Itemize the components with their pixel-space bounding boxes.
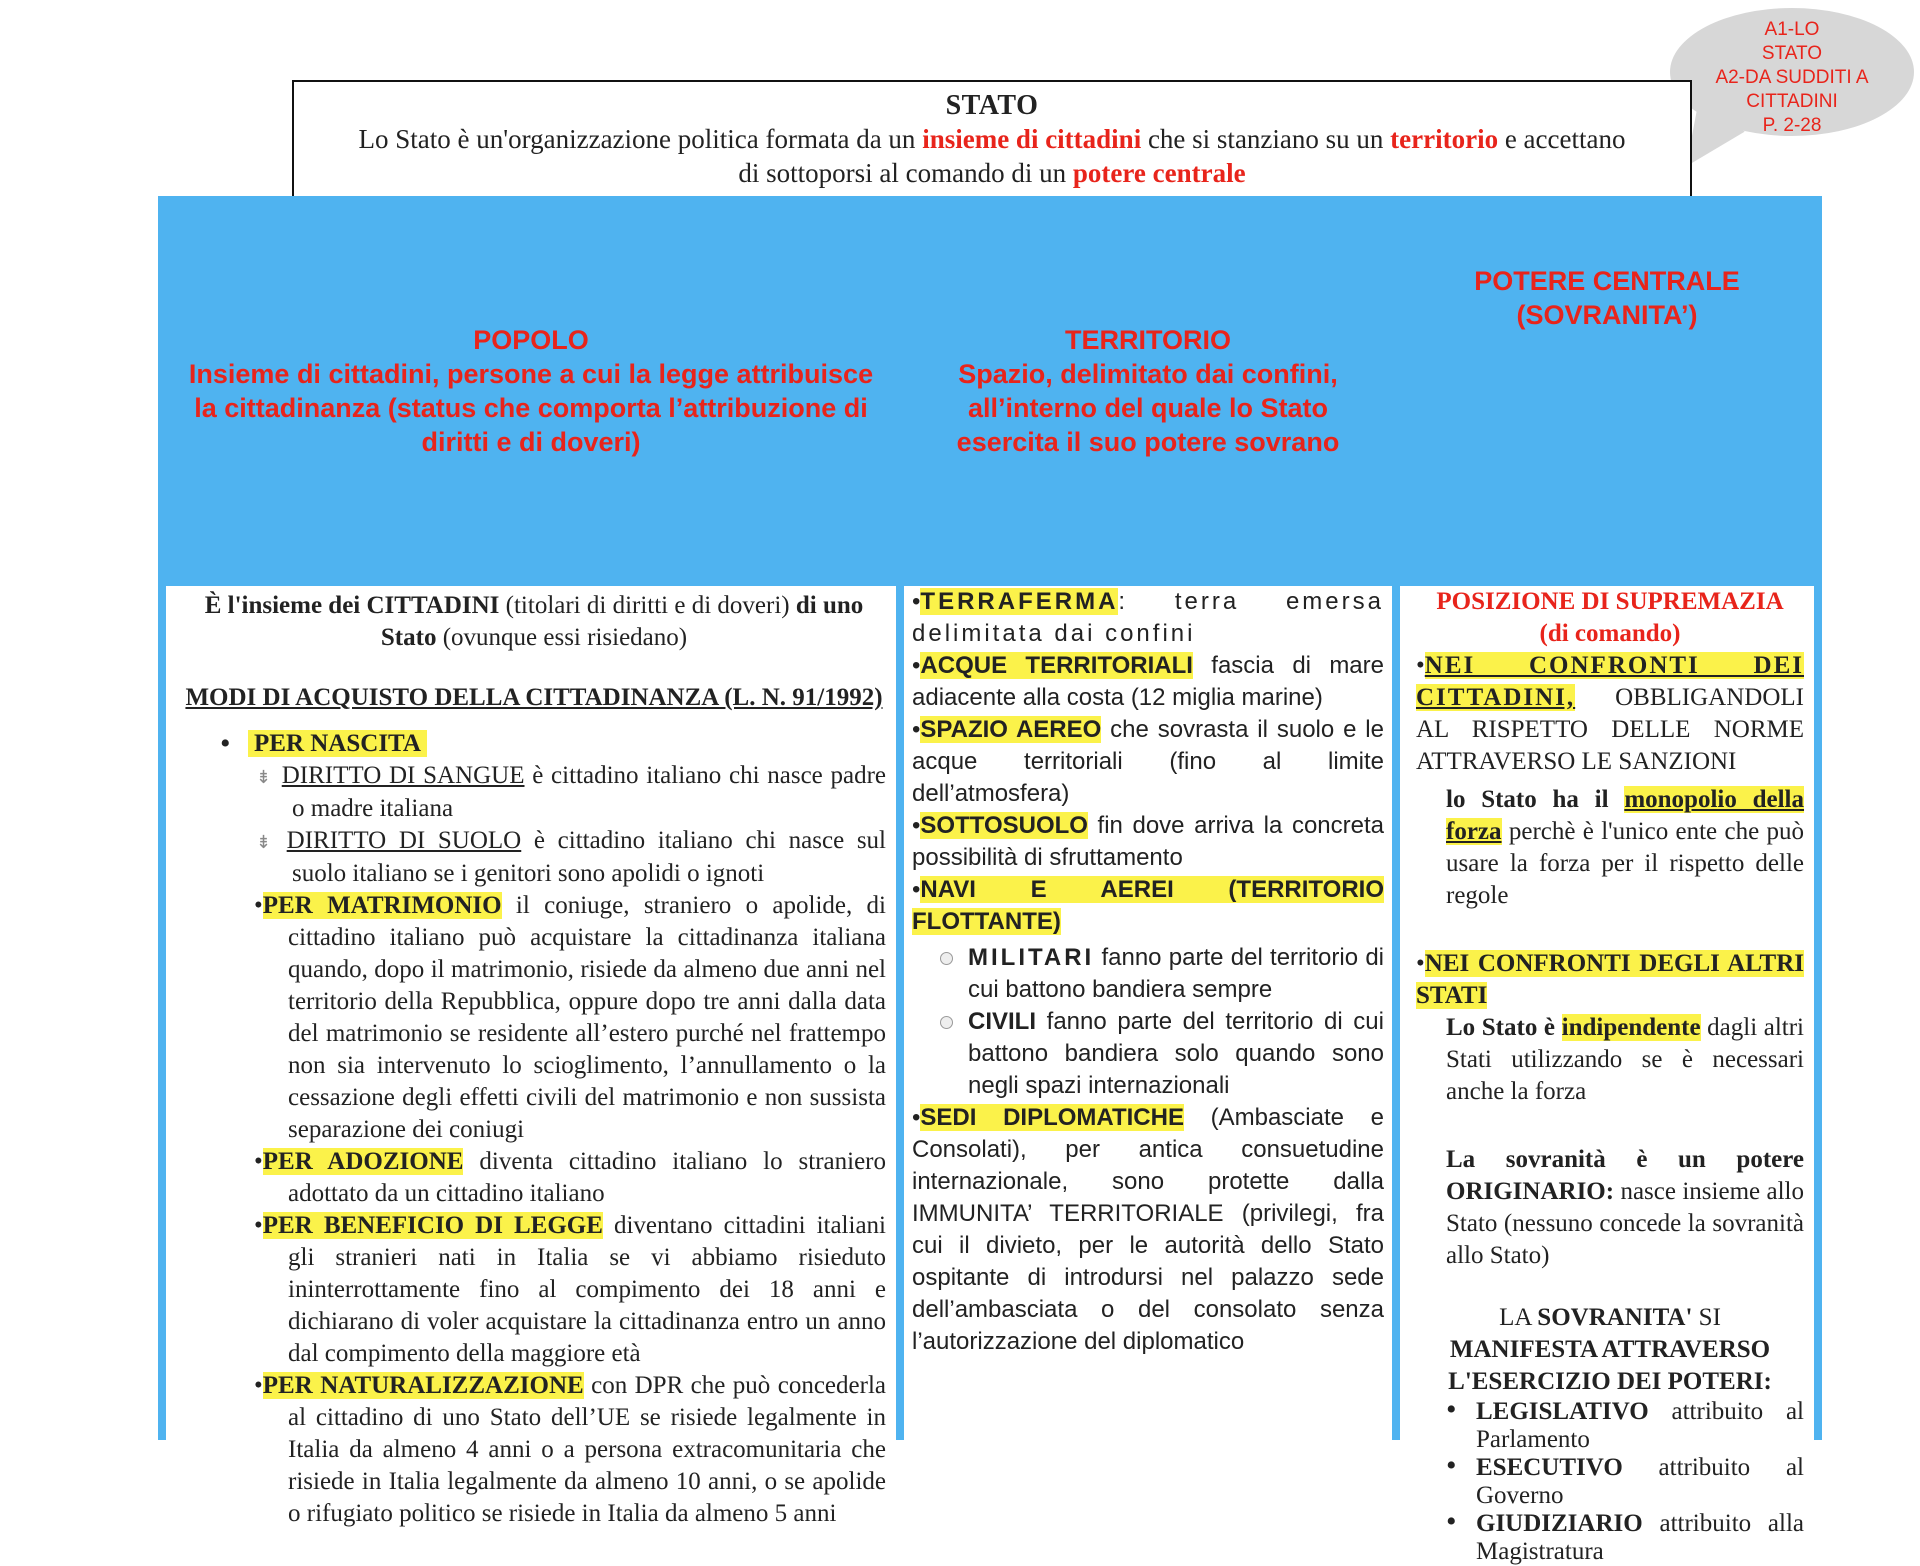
text: La sovranità è un potere [1446, 1146, 1804, 1173]
popolo-intro [182, 590, 886, 654]
list-item [912, 650, 1384, 714]
elements-table [158, 196, 1822, 1565]
list-item [912, 1102, 1384, 1358]
bullet-icon: • [912, 1104, 921, 1131]
text: OBBLIGANDOLI AL RISPETTO DELLE NORME ATTRAVERSO LE SANZIONI [1416, 684, 1804, 775]
header-desc: (SOVRANITA’) [1516, 300, 1698, 330]
text: Lo Stato è [1446, 1014, 1562, 1041]
bullet-icon: • [1446, 1393, 1457, 1426]
term: TERRAFERMA [920, 588, 1119, 615]
bullet-icon: • [1446, 1505, 1457, 1538]
list-item [912, 714, 1384, 810]
text: (titolari di diritti e di doveri) [505, 592, 790, 619]
text: (ovunque essi risiedano) [442, 624, 688, 651]
text: attribuito alla Magistratura [1476, 1510, 1804, 1565]
term: SEDI DIPLOMATICHE [920, 1104, 1184, 1131]
bubble-line: STATO [1761, 43, 1823, 64]
term: PER ADOZIONE [262, 1148, 464, 1175]
bubble-line: A2-DA SUDDITI A [1715, 67, 1869, 88]
text: con DPR che può concederla al cittadino di uno Stato dell’UE se risiede legalmente in Italia da almeno 4 anni o a persona extracomunitaria che risiede in Italia legalmente da almeno 10 anni, o se apolide o rifugiato politico se risiede in Italia da almeno 5 anni [288, 1372, 886, 1527]
speech-bubble [1670, 8, 1914, 136]
bullet-icon: • [1416, 950, 1425, 977]
term: PER NASCITA [248, 730, 427, 757]
term: PER MATRIMONIO [262, 892, 502, 919]
text: fascia di mare adiacente alla costa (12 miglia marine) [912, 652, 1384, 711]
text: dagli altri Stati utilizzando se è necessari anche la forza [1446, 1014, 1805, 1105]
term: monopolio della forza [1446, 786, 1805, 845]
text: attribuito al Governo [1476, 1454, 1804, 1509]
text: è cittadino italiano chi nasce padre o madre italiana [292, 762, 887, 822]
term: SPAZIO AEREO [920, 716, 1102, 743]
bubble-line: CITTADINI [1746, 91, 1838, 112]
text: che sovrasta il suolo e le acque territoriali (fino al limite dell’atmosfera) [912, 716, 1384, 807]
list-item [1446, 1449, 1804, 1510]
text: nasce insieme allo Stato (nessuno concede la sovranità allo Stato) [1446, 1178, 1804, 1269]
def-text: Lo Stato è un'organizzazione politica formata da un [358, 124, 923, 154]
list-item [912, 586, 1384, 650]
term: indipendente [1561, 1014, 1701, 1041]
text: fin dove arriva la concreta possibilità di sfruttamento [912, 812, 1384, 871]
arrow-bullet-icon: ⇟ [256, 767, 272, 787]
originario-text [1416, 1144, 1804, 1272]
header-territorio [904, 204, 1392, 578]
term: NEI CONFRONTI DEI CITTADINI, [1416, 652, 1804, 711]
text: (Ambasciate e Consolati), per antica consuetudine internazionale, sono protette dalla IMMUNITA’ TERRITORIALE (privilegi, fra cui il divieto, per le autorità dello Stato ospitante di introdursi nel palazzo sede dell’ambasciata o del consolato senza l’autorizzazione del diplomatico [912, 1104, 1384, 1355]
text: diventano cittadini italiani gli stranieri nati in Italia se vi abbiamo risieduto ininterrottamente fino al compimento dei 18 anni e dichiarano di voler acquistare la cittadinanza entro un anno dal compimento della maggiore età [288, 1212, 886, 1367]
list-item [912, 810, 1384, 874]
list-item [216, 1210, 886, 1370]
text: SI [1692, 1304, 1721, 1331]
text: di uno Stato [380, 592, 864, 651]
list-item [182, 728, 886, 760]
supremazia-subtitle: (di comando) [1539, 620, 1681, 647]
stato-definition-box [292, 80, 1692, 200]
list-subitem [912, 942, 1384, 1006]
term: SOTTOSUOLO [920, 812, 1088, 839]
header-title: POPOLO [473, 325, 589, 355]
text: attribuito al Parlamento [1476, 1398, 1804, 1453]
text: : terra emersa delimitata dai confini [912, 588, 1384, 647]
text: perchè è l'unico ente che può usare la forza per il rispetto delle regole [1446, 818, 1804, 909]
bullet-icon: • [912, 652, 921, 679]
bullet-icon: • [220, 727, 231, 760]
cell-territorio [904, 586, 1392, 1440]
list-item [912, 874, 1384, 938]
list-item [216, 890, 886, 1146]
bullet-icon: • [1446, 1449, 1457, 1482]
bullet-icon: • [912, 716, 921, 743]
text: MANIFESTA ATTRAVERSO L'ESERCIZIO DEI POTERI: [1448, 1336, 1772, 1395]
bubble-line: P. 2-28 [1762, 115, 1822, 136]
def-keyword: territorio [1390, 124, 1499, 154]
term: NAVI E AEREI (TERRITORIO FLOTTANTE) [912, 876, 1384, 935]
header-desc: Spazio, delimitato dai confini, all’interno del quale lo Stato esercita il suo potere sovrano [956, 359, 1340, 457]
term: ACQUE TERRITORIALI [920, 652, 1193, 679]
term: PER NATURALIZZAZIONE [262, 1372, 584, 1399]
def-keyword: insieme di cittadini [922, 124, 1142, 154]
text: fanno parte del territorio di cui battono bandiera sempre [968, 944, 1384, 1003]
arrow-bullet-icon: ⇟ [256, 832, 272, 852]
header-popolo [166, 204, 896, 578]
term: CIVILI [968, 1008, 1037, 1035]
header-desc: Insieme di cittadini, persone a cui la legge attribuisce la cittadinanza (status che comporta l’attribuzione di diritti e di doveri) [188, 359, 874, 457]
list-item [216, 1370, 886, 1530]
cell-potere [1400, 586, 1814, 1565]
bullet-icon: • [254, 892, 263, 919]
bullet-icon: • [254, 1372, 263, 1399]
text: il coniuge, straniero o apolide, di cittadino italiano può acquistare la cittadinanza italiana quando, dopo il matrimonio, risiede da almeno due anni nel territorio della Repubblica, oppure dopo tre anni dalla data del matrimonio se residente all’estero purché nel frattempo non sia intervenuto lo scioglimento, l’annullamento o la cessazione degli effetti civili del matrimonio e non sussista separazione dei coniugi [288, 892, 886, 1143]
list-subitem [182, 825, 886, 890]
modi-acquisto-title: MODI DI ACQUISTO DELLA CITTADINANZA (L. N. 91/1992) [185, 684, 883, 711]
term: MILITARI [968, 944, 1095, 971]
list-subitem [182, 760, 886, 825]
circle-bullet-icon [940, 1016, 953, 1029]
text: fanno parte del territorio di cui battono bandiera solo quando sono negli spazi internazionali [968, 1008, 1384, 1099]
list-item [216, 1146, 886, 1210]
list-item [1416, 650, 1804, 778]
list-item [1446, 1505, 1804, 1566]
text: LA [1499, 1304, 1538, 1331]
term: DIRITTO DI SUOLO [286, 827, 522, 854]
bullet-icon: • [912, 588, 921, 615]
header-title: POTERE CENTRALE [1474, 266, 1740, 296]
bubble-line: A1-LO [1764, 19, 1820, 40]
def-keyword: potere centrale [1072, 158, 1246, 188]
term: ESECUTIVO [1476, 1454, 1623, 1481]
text: diventa cittadino italiano lo straniero adottato da un cittadino italiano [288, 1148, 886, 1207]
manifestazione-title [1416, 1302, 1804, 1398]
term: SOVRANITA' [1537, 1304, 1693, 1331]
poteri-list [1416, 1393, 1804, 1566]
indipendenza-text [1416, 1012, 1804, 1108]
supremazia-title: POSIZIONE DI SUPREMAZIA [1436, 588, 1784, 615]
bullet-icon: • [254, 1148, 263, 1175]
bullet-icon: • [1416, 652, 1425, 679]
term: DIRITTO DI SANGUE [281, 762, 525, 789]
stato-definition [354, 122, 1630, 190]
bullet-icon: • [912, 876, 921, 903]
def-text: che si stanziano su un [1141, 124, 1391, 154]
bullet-icon: • [254, 1212, 263, 1239]
list-item [1446, 1393, 1804, 1454]
term: LEGISLATIVO [1476, 1398, 1649, 1425]
list-subitem [912, 1006, 1384, 1102]
term: GIUDIZIARIO [1476, 1510, 1643, 1537]
header-title: TERRITORIO [1064, 325, 1231, 355]
page-title: STATO [945, 90, 1039, 121]
text: lo Stato ha il [1446, 786, 1625, 813]
term: PER BENEFICIO DI LEGGE [262, 1212, 603, 1239]
cell-popolo [166, 586, 896, 1527]
term: NEI CONFRONTI DEGLI ALTRI STATI [1416, 950, 1804, 1009]
term: ORIGINARIO: [1446, 1178, 1615, 1205]
bullet-icon: • [912, 812, 921, 839]
monopolio-text [1416, 784, 1804, 912]
circle-bullet-icon [940, 952, 953, 965]
list-item [1416, 948, 1804, 1012]
text: È l'insieme dei CITTADINI [204, 592, 500, 619]
header-potere [1400, 204, 1814, 578]
text: è cittadino italiano chi nasce sul suolo italiano se i genitori sono apolidi o ignoti [292, 827, 887, 887]
def-text: e accettano di sottoporsi al comando di un [738, 124, 1626, 188]
